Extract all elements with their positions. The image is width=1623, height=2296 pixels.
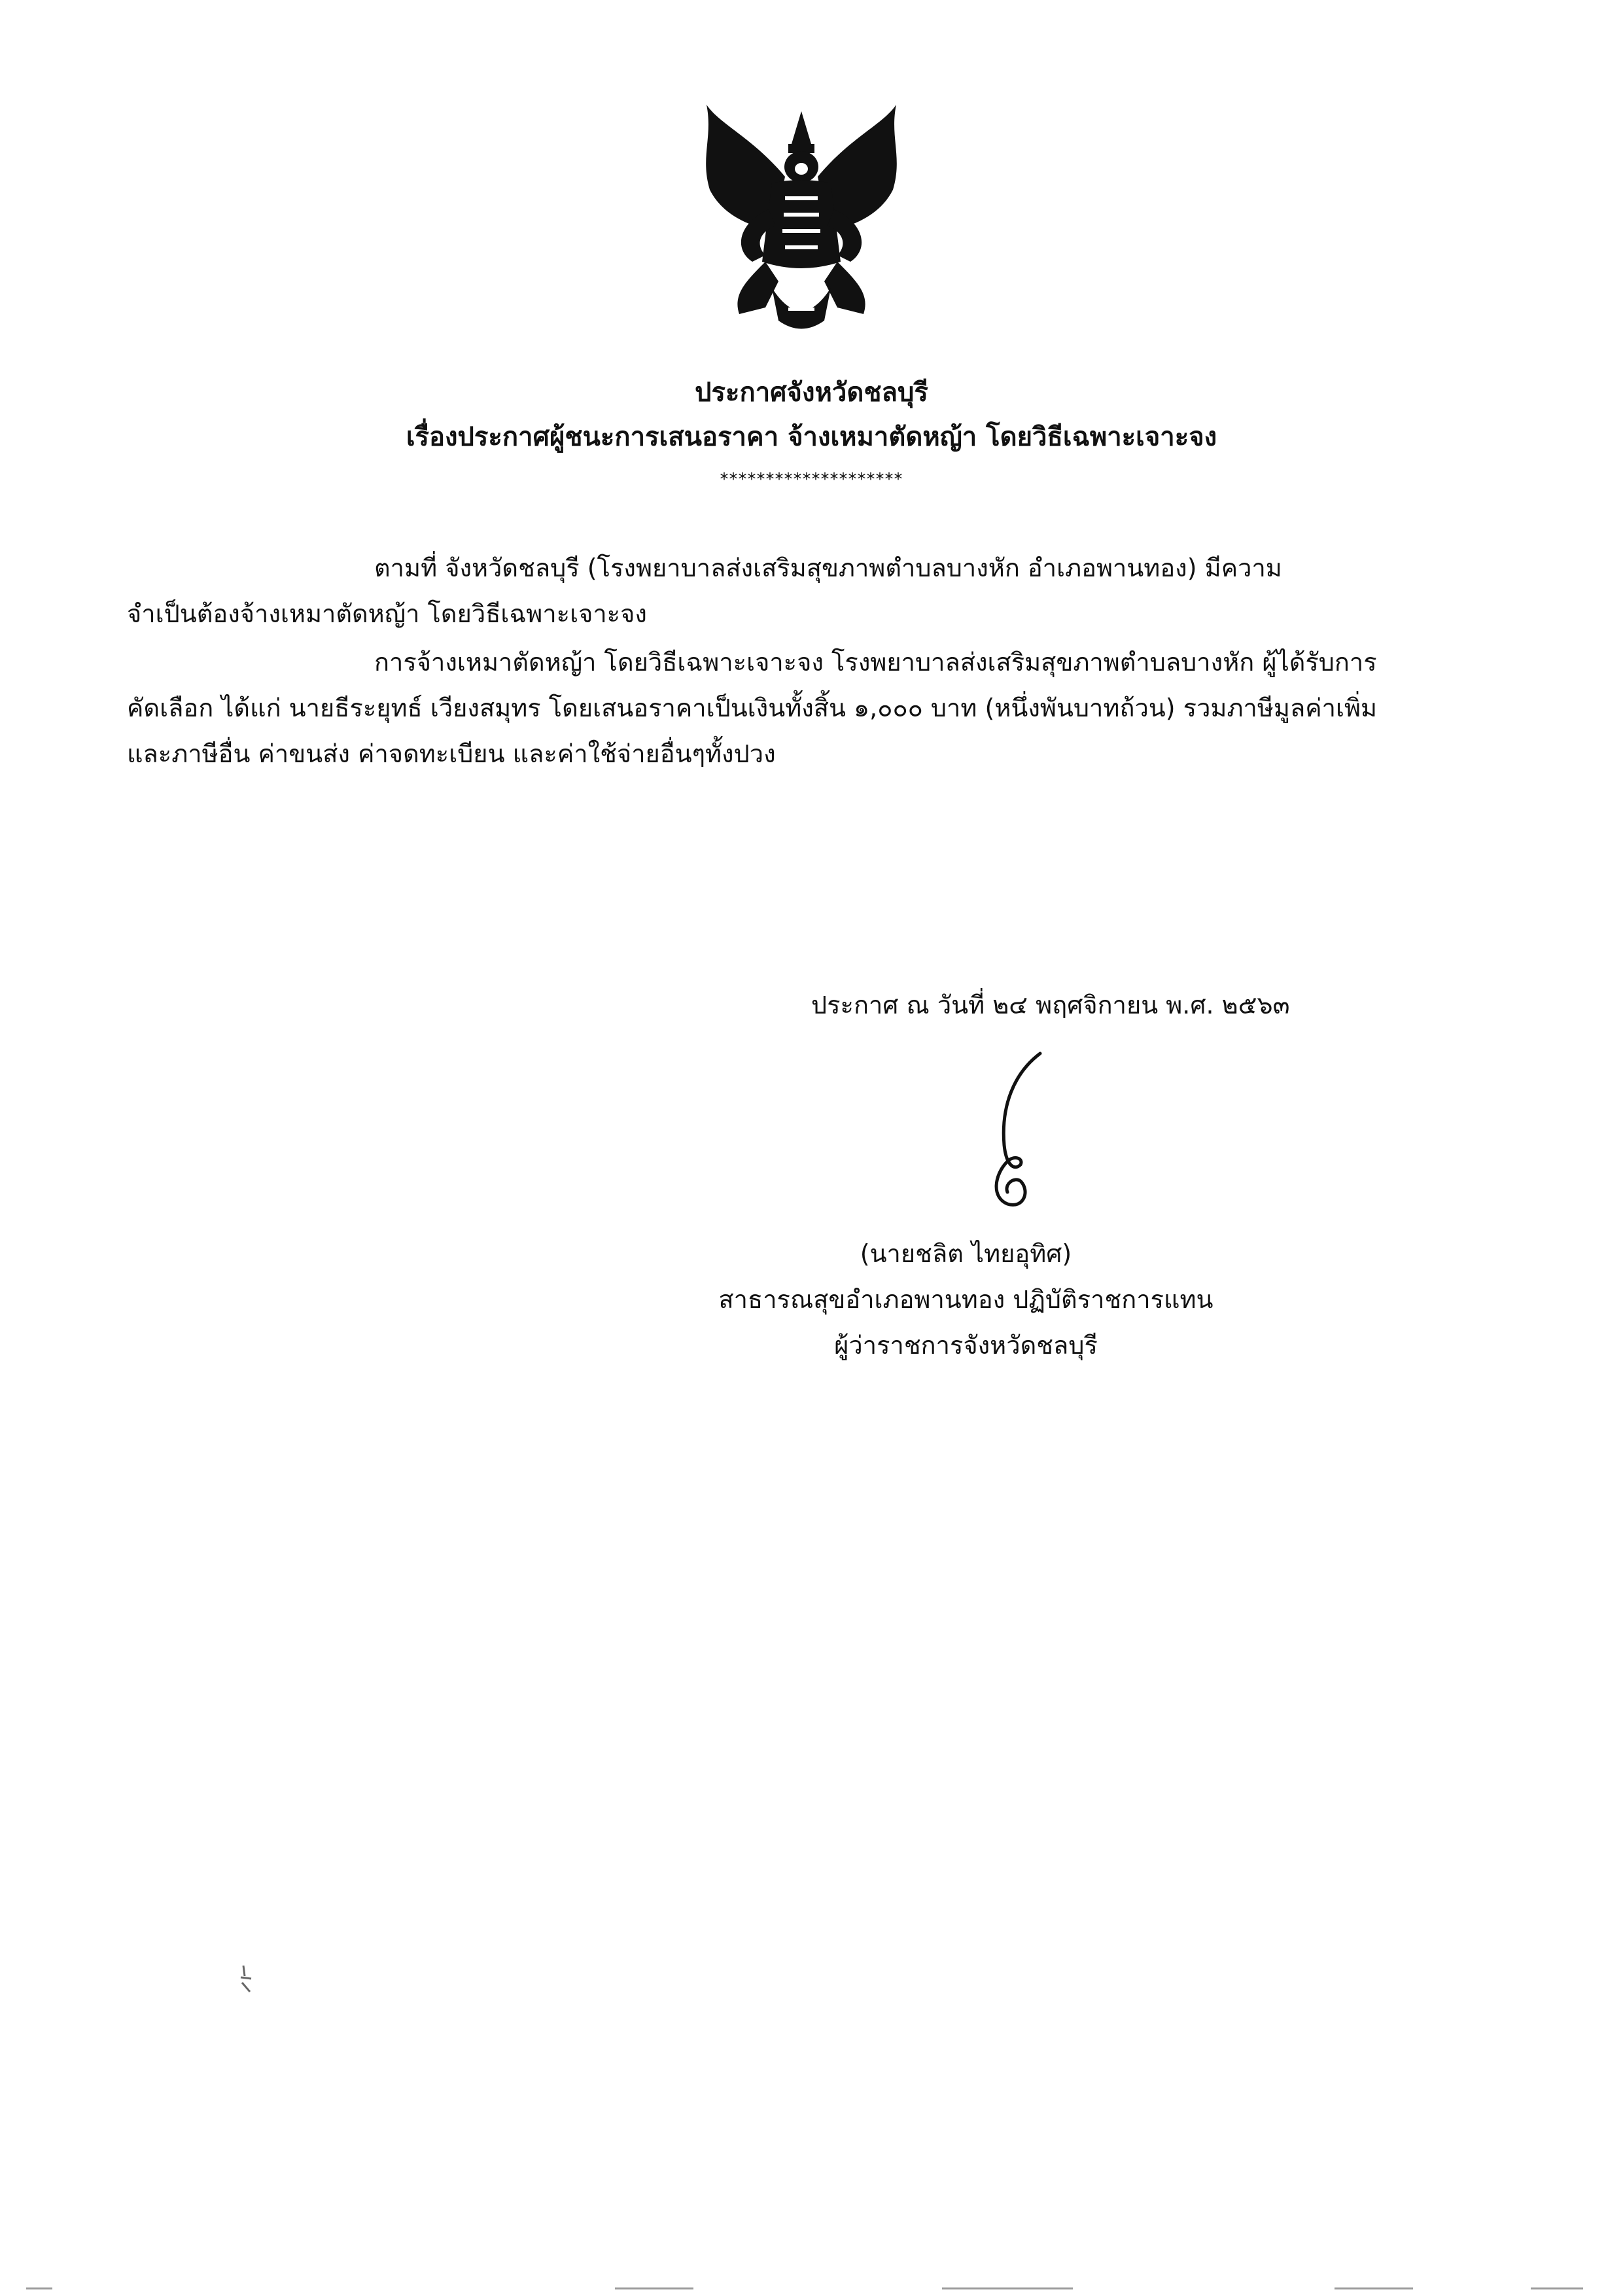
paragraph-2-line-3: และภาษีอื่น ค่าขนส่ง ค่าจดทะเบียน และค่าใช้จ่ายอื่นๆทั้งปวง <box>127 739 776 768</box>
separator-line: ******************** <box>720 470 903 489</box>
paragraph-2-line-2: คัดเลือก ได้แก่ นายธีระยุทธ์ เวียงสมุทร โดยเสนอราคาเป็นเงินทั้งสิ้น ๑,๐๐๐ บาท (หนึ่งพันบาทถ้วน) รวมภาษีมูลค่าเพิ่ม <box>127 694 1378 722</box>
signer-name: (นายชลิต ไทยอุทิศ) <box>860 1239 1072 1268</box>
signature-icon <box>968 1047 1060 1217</box>
document-subject: เรื่องประกาศผู้ชนะการเสนอราคา จ้างเหมาตัดหญ้า โดยวิธีเฉพาะเจาะจง <box>406 422 1217 452</box>
signer-position: สาธารณสุขอำเภอพานทอง ปฏิบัติราชการแทน <box>718 1285 1213 1314</box>
page-title: ประกาศจังหวัดชลบุรี <box>695 378 928 408</box>
paragraph-1-line-1: ตามที่ จังหวัดชลบุรี (โรงพยาบาลส่งเสริมสุขภาพตำบลบางหัก อำเภอพานทอง) มีความ <box>374 554 1282 582</box>
paragraph-1-line-2: จำเป็นต้องจ้างเหมาตัดหญ้า โดยวิธีเฉพาะเจาะจง <box>127 599 647 628</box>
stray-mark-icon <box>238 1963 254 1996</box>
scan-edge-artifact <box>26 2286 1596 2291</box>
garuda-emblem-icon <box>693 98 909 340</box>
announcement-date: ประกาศ ณ วันที่ ๒๔ พฤศจิกายน พ.ศ. ๒๕๖๓ <box>811 991 1290 1019</box>
paragraph-2-line-1: การจ้างเหมาตัดหญ้า โดยวิธีเฉพาะเจาะจง โรงพยาบาลส่งเสริมสุขภาพตำบลบางหัก ผู้ได้รับการ <box>374 648 1377 677</box>
signer-role: ผู้ว่าราชการจังหวัดชลบุรี <box>834 1331 1098 1360</box>
